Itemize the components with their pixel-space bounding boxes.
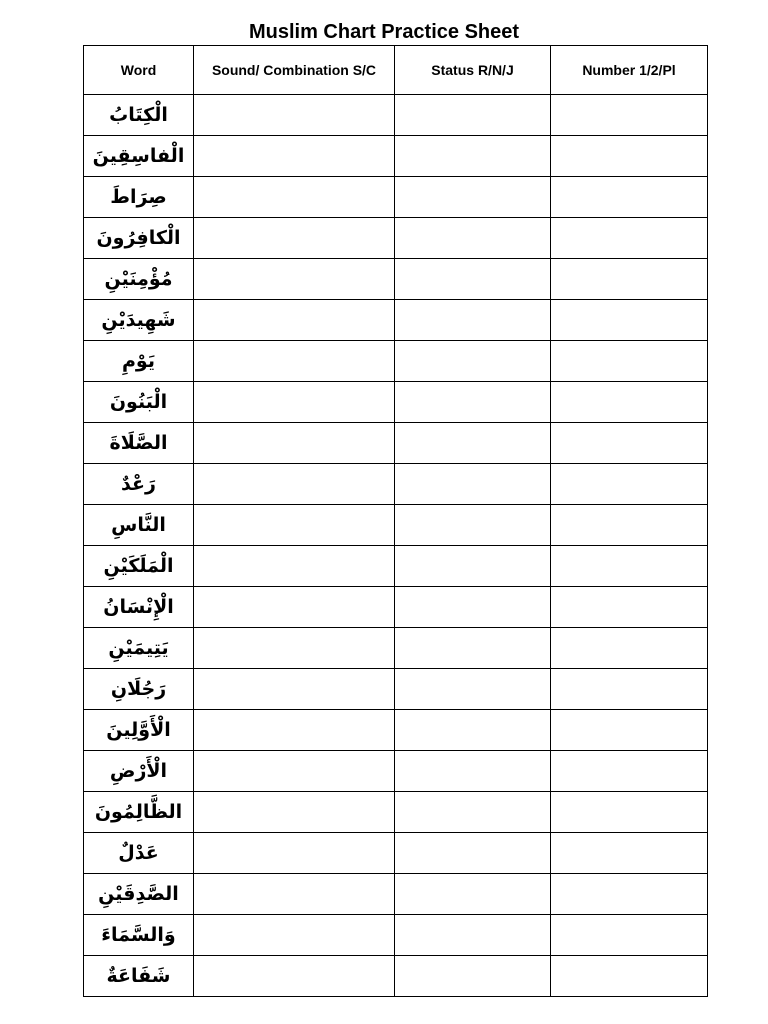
sound-combination-cell[interactable] bbox=[194, 464, 395, 505]
sound-combination-cell[interactable] bbox=[194, 136, 395, 177]
word-cell: الْأَوَّلِينَ bbox=[84, 710, 194, 751]
table-row bbox=[84, 669, 708, 710]
number-cell[interactable] bbox=[551, 833, 708, 874]
number-cell[interactable] bbox=[551, 382, 708, 423]
word-cell: الْمَلَكَيْنِ bbox=[84, 546, 194, 587]
status-cell[interactable] bbox=[395, 300, 551, 341]
number-cell[interactable] bbox=[551, 628, 708, 669]
sound-combination-cell[interactable] bbox=[194, 259, 395, 300]
number-cell[interactable] bbox=[551, 915, 708, 956]
sound-combination-cell[interactable] bbox=[194, 751, 395, 792]
table-row bbox=[84, 177, 708, 218]
sound-combination-cell[interactable] bbox=[194, 874, 395, 915]
table-row bbox=[84, 587, 708, 628]
table-row bbox=[84, 218, 708, 259]
number-cell[interactable] bbox=[551, 587, 708, 628]
word-cell: الْأَرْضِ bbox=[84, 751, 194, 792]
number-cell[interactable] bbox=[551, 751, 708, 792]
word-cell: رَجُلَانِ bbox=[84, 669, 194, 710]
status-cell[interactable] bbox=[395, 833, 551, 874]
word-cell: صِرَاطَ bbox=[84, 177, 194, 218]
number-cell[interactable] bbox=[551, 218, 708, 259]
number-cell[interactable] bbox=[551, 423, 708, 464]
status-cell[interactable] bbox=[395, 587, 551, 628]
header-word: Word bbox=[84, 46, 194, 95]
sound-combination-cell[interactable] bbox=[194, 505, 395, 546]
table-row bbox=[84, 136, 708, 177]
word-cell: الْبَنُونَ bbox=[84, 382, 194, 423]
word-cell: يَتِيمَيْنِ bbox=[84, 628, 194, 669]
header-sound-combination: Sound/ Combination S/C bbox=[194, 46, 395, 95]
word-cell: شَفَاعَةٌ bbox=[84, 956, 194, 997]
sound-combination-cell[interactable] bbox=[194, 915, 395, 956]
word-cell: الظَّالِمُونَ bbox=[84, 792, 194, 833]
word-cell: مُؤْمِنَيْنِ bbox=[84, 259, 194, 300]
status-cell[interactable] bbox=[395, 136, 551, 177]
sound-combination-cell[interactable] bbox=[194, 177, 395, 218]
status-cell[interactable] bbox=[395, 177, 551, 218]
table-row bbox=[84, 628, 708, 669]
practice-table bbox=[83, 45, 708, 997]
number-cell[interactable] bbox=[551, 792, 708, 833]
status-cell[interactable] bbox=[395, 956, 551, 997]
table-body bbox=[84, 95, 708, 997]
status-cell[interactable] bbox=[395, 792, 551, 833]
sound-combination-cell[interactable] bbox=[194, 382, 395, 423]
word-cell: الْإِنْسَانُ bbox=[84, 587, 194, 628]
status-cell[interactable] bbox=[395, 423, 551, 464]
number-cell[interactable] bbox=[551, 874, 708, 915]
table-row bbox=[84, 710, 708, 751]
status-cell[interactable] bbox=[395, 382, 551, 423]
table-row bbox=[84, 915, 708, 956]
word-cell: الْفاسِقِينَ bbox=[84, 136, 194, 177]
table-row bbox=[84, 300, 708, 341]
table-row bbox=[84, 341, 708, 382]
sound-combination-cell[interactable] bbox=[194, 95, 395, 136]
sheet-title: Muslim Chart Practice Sheet bbox=[248, 21, 520, 43]
status-cell[interactable] bbox=[395, 341, 551, 382]
number-cell[interactable] bbox=[551, 710, 708, 751]
table-row bbox=[84, 382, 708, 423]
status-cell[interactable] bbox=[395, 259, 551, 300]
number-cell[interactable] bbox=[551, 259, 708, 300]
table-row bbox=[84, 505, 708, 546]
word-cell: وَالسَّمَاءَ bbox=[84, 915, 194, 956]
word-cell: الصَّدِقَيْنِ bbox=[84, 874, 194, 915]
number-cell[interactable] bbox=[551, 300, 708, 341]
table-row bbox=[84, 956, 708, 997]
number-cell[interactable] bbox=[551, 136, 708, 177]
sound-combination-cell[interactable] bbox=[194, 587, 395, 628]
table-row bbox=[84, 833, 708, 874]
status-cell[interactable] bbox=[395, 915, 551, 956]
table-row bbox=[84, 792, 708, 833]
word-cell: الصَّلَاةَ bbox=[84, 423, 194, 464]
table-row bbox=[84, 874, 708, 915]
word-cell: شَهِيدَيْنِ bbox=[84, 300, 194, 341]
table-row bbox=[84, 751, 708, 792]
number-cell[interactable] bbox=[551, 669, 708, 710]
word-cell: الْكافِرُونَ bbox=[84, 218, 194, 259]
sound-combination-cell[interactable] bbox=[194, 546, 395, 587]
word-cell: الْكِتَابُ bbox=[84, 95, 194, 136]
status-cell[interactable] bbox=[395, 95, 551, 136]
sound-combination-cell[interactable] bbox=[194, 423, 395, 464]
table-row bbox=[84, 95, 708, 136]
status-cell[interactable] bbox=[395, 874, 551, 915]
sound-combination-cell[interactable] bbox=[194, 710, 395, 751]
number-cell[interactable] bbox=[551, 464, 708, 505]
table-row bbox=[84, 464, 708, 505]
status-cell[interactable] bbox=[395, 751, 551, 792]
sound-combination-cell[interactable] bbox=[194, 628, 395, 669]
sound-combination-cell[interactable] bbox=[194, 218, 395, 259]
number-cell[interactable] bbox=[551, 341, 708, 382]
sound-combination-cell[interactable] bbox=[194, 792, 395, 833]
status-cell[interactable] bbox=[395, 546, 551, 587]
number-cell[interactable] bbox=[551, 177, 708, 218]
word-cell: يَوْمِ bbox=[84, 341, 194, 382]
header-status: Status R/N/J bbox=[395, 46, 551, 95]
status-cell[interactable] bbox=[395, 505, 551, 546]
status-cell[interactable] bbox=[395, 218, 551, 259]
table-row bbox=[84, 259, 708, 300]
status-cell[interactable] bbox=[395, 628, 551, 669]
word-cell: عَدْلٌ bbox=[84, 833, 194, 874]
status-cell[interactable] bbox=[395, 464, 551, 505]
header-row bbox=[84, 46, 708, 95]
number-cell[interactable] bbox=[551, 505, 708, 546]
status-cell[interactable] bbox=[395, 669, 551, 710]
header-number: Number 1/2/Pl bbox=[551, 46, 708, 95]
table-row bbox=[84, 423, 708, 464]
status-cell[interactable] bbox=[395, 710, 551, 751]
table-row bbox=[84, 546, 708, 587]
sound-combination-cell[interactable] bbox=[194, 956, 395, 997]
word-cell: رَعْدٌ bbox=[84, 464, 194, 505]
sound-combination-cell[interactable] bbox=[194, 300, 395, 341]
word-cell: النَّاسِ bbox=[84, 505, 194, 546]
sound-combination-cell[interactable] bbox=[194, 341, 395, 382]
number-cell[interactable] bbox=[551, 546, 708, 587]
sound-combination-cell[interactable] bbox=[194, 833, 395, 874]
number-cell[interactable] bbox=[551, 956, 708, 997]
number-cell[interactable] bbox=[551, 95, 708, 136]
sound-combination-cell[interactable] bbox=[194, 669, 395, 710]
